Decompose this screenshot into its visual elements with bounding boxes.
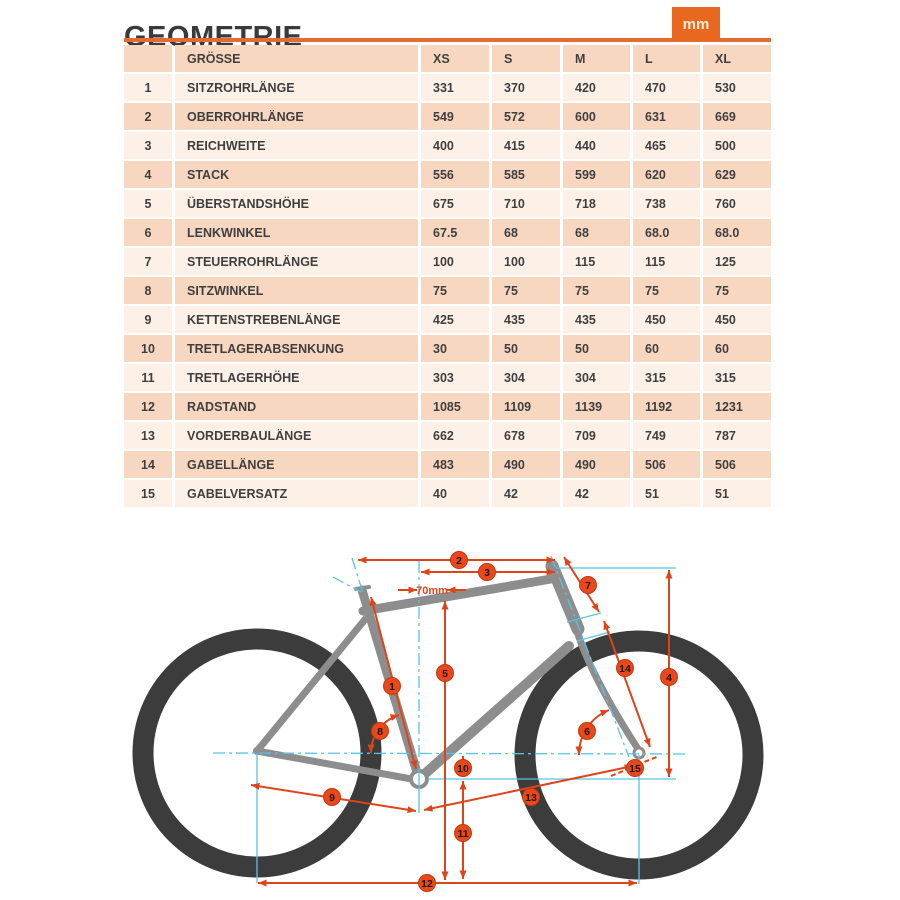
- row-number: 11: [124, 364, 172, 391]
- row-value-xs: 30: [421, 335, 489, 362]
- row-value-m: 718: [563, 190, 630, 217]
- svg-text:10: 10: [457, 763, 469, 775]
- row-value-l: 738: [633, 190, 700, 217]
- marker-7: [580, 577, 597, 594]
- bike-geometry-diagram: [0, 535, 900, 900]
- row-value-m: 75: [563, 277, 630, 304]
- row-value-xs: 40: [421, 480, 489, 507]
- row-value-xs: 675: [421, 190, 489, 217]
- row-value-m: 68: [563, 219, 630, 246]
- row-value-l: 315: [633, 364, 700, 391]
- marker-10: [455, 760, 472, 777]
- row-value-xs: 331: [421, 74, 489, 101]
- marker-4: [661, 669, 678, 686]
- row-value-xs: 549: [421, 103, 489, 130]
- table-row: [124, 103, 771, 130]
- row-value-xs: 400: [421, 132, 489, 159]
- row-value-xl: 125: [703, 248, 771, 275]
- row-number: 15: [124, 480, 172, 507]
- row-value-xl: 68.0: [703, 219, 771, 246]
- table-row: [124, 161, 771, 188]
- row-value-xl: 787: [703, 422, 771, 449]
- row-label: TRETLAGERHÖHE: [175, 364, 418, 391]
- header-col-l: L: [633, 45, 700, 72]
- table-row: [124, 306, 771, 333]
- row-value-xs: 1085: [421, 393, 489, 420]
- row-label: STACK: [175, 161, 418, 188]
- marker-3: [479, 564, 496, 581]
- row-value-xl: 530: [703, 74, 771, 101]
- row-number: 12: [124, 393, 172, 420]
- svg-text:7: 7: [585, 580, 591, 592]
- row-number: 5: [124, 190, 172, 217]
- row-label: KETTENSTREBENLÄNGE: [175, 306, 418, 333]
- row-value-xs: 662: [421, 422, 489, 449]
- row-value-s: 370: [492, 74, 560, 101]
- svg-text:5: 5: [442, 668, 448, 680]
- row-value-l: 51: [633, 480, 700, 507]
- row-value-l: 749: [633, 422, 700, 449]
- header-col-xl: XL: [703, 45, 771, 72]
- row-value-s: 50: [492, 335, 560, 362]
- table-row: [124, 248, 771, 275]
- svg-text:3: 3: [484, 567, 490, 579]
- row-value-xs: 100: [421, 248, 489, 275]
- seventy-mm-label: 70mm: [416, 585, 448, 597]
- row-value-xl: 51: [703, 480, 771, 507]
- svg-text:2: 2: [456, 555, 462, 567]
- row-label: RADSTAND: [175, 393, 418, 420]
- row-label: SITZWINKEL: [175, 277, 418, 304]
- header-col-xs: XS: [421, 45, 489, 72]
- table-row: [124, 190, 771, 217]
- svg-text:1: 1: [389, 681, 395, 693]
- marker-9: [324, 789, 341, 806]
- table-row: [124, 132, 771, 159]
- marker-14: [617, 660, 634, 677]
- row-value-m: 304: [563, 364, 630, 391]
- row-value-s: 68: [492, 219, 560, 246]
- row-value-m: 709: [563, 422, 630, 449]
- row-value-m: 440: [563, 132, 630, 159]
- row-label: TRETLAGERABSENKUNG: [175, 335, 418, 362]
- marker-1: [384, 678, 401, 695]
- svg-text:11: 11: [457, 828, 469, 840]
- header-col-m: M: [563, 45, 630, 72]
- marker-12: [419, 875, 436, 892]
- table-header-row: [124, 45, 771, 72]
- row-value-xl: 506: [703, 451, 771, 478]
- marker-15: [627, 760, 644, 777]
- row-value-m: 600: [563, 103, 630, 130]
- row-number: 14: [124, 451, 172, 478]
- table-body: [124, 74, 771, 507]
- marker-11: [455, 825, 472, 842]
- seat-extension-leader: [333, 577, 361, 592]
- row-value-xs: 483: [421, 451, 489, 478]
- row-label: VORDERBAULÄNGE: [175, 422, 418, 449]
- row-value-l: 1192: [633, 393, 700, 420]
- row-value-xs: 75: [421, 277, 489, 304]
- row-value-s: 435: [492, 306, 560, 333]
- row-value-s: 678: [492, 422, 560, 449]
- row-number: 1: [124, 74, 172, 101]
- header-corner-cell: [124, 45, 172, 72]
- row-label: LENKWINKEL: [175, 219, 418, 246]
- row-value-xl: 629: [703, 161, 771, 188]
- top-tube: [363, 579, 551, 611]
- geometry-table: [124, 45, 771, 507]
- marker-13: [523, 789, 540, 806]
- row-value-m: 115: [563, 248, 630, 275]
- row-number: 6: [124, 219, 172, 246]
- row-label: SITZROHRLÄNGE: [175, 74, 418, 101]
- row-value-s: 42: [492, 480, 560, 507]
- row-value-s: 710: [492, 190, 560, 217]
- row-value-xl: 75: [703, 277, 771, 304]
- row-value-xl: 760: [703, 190, 771, 217]
- row-label: REICHWEITE: [175, 132, 418, 159]
- table-row: [124, 364, 771, 391]
- row-value-xs: 303: [421, 364, 489, 391]
- svg-text:12: 12: [421, 878, 433, 890]
- marker-6: [579, 723, 596, 740]
- row-label: GABELVERSATZ: [175, 480, 418, 507]
- svg-text:13: 13: [525, 792, 537, 804]
- row-value-s: 304: [492, 364, 560, 391]
- svg-text:9: 9: [329, 792, 335, 804]
- row-value-m: 420: [563, 74, 630, 101]
- row-value-l: 450: [633, 306, 700, 333]
- row-value-m: 50: [563, 335, 630, 362]
- row-number: 8: [124, 277, 172, 304]
- table-row: [124, 451, 771, 478]
- table-row: [124, 219, 771, 246]
- row-value-l: 465: [633, 132, 700, 159]
- unit-mm-badge[interactable]: mm: [672, 7, 720, 41]
- row-value-s: 490: [492, 451, 560, 478]
- row-number: 7: [124, 248, 172, 275]
- row-number: 9: [124, 306, 172, 333]
- row-value-m: 435: [563, 306, 630, 333]
- row-value-l: 60: [633, 335, 700, 362]
- table-row: [124, 277, 771, 304]
- row-label: ÜBERSTANDSHÖHE: [175, 190, 418, 217]
- svg-text:6: 6: [584, 726, 590, 738]
- svg-text:8: 8: [377, 726, 383, 738]
- row-number: 4: [124, 161, 172, 188]
- seat-tube-cap: [356, 587, 369, 589]
- row-value-s: 415: [492, 132, 560, 159]
- marker-8: [372, 723, 389, 740]
- row-value-s: 585: [492, 161, 560, 188]
- row-value-xs: 67.5: [421, 219, 489, 246]
- table-row: [124, 335, 771, 362]
- row-value-l: 68.0: [633, 219, 700, 246]
- chain-stay: [257, 751, 417, 780]
- header-size-label: GRÖSSE: [175, 45, 418, 72]
- table-row: [124, 422, 771, 449]
- row-value-xl: 315: [703, 364, 771, 391]
- svg-text:15: 15: [629, 763, 641, 775]
- marker-2: [451, 552, 468, 569]
- row-value-m: 42: [563, 480, 630, 507]
- table-row: [124, 74, 771, 101]
- row-value-l: 115: [633, 248, 700, 275]
- row-value-l: 620: [633, 161, 700, 188]
- row-value-m: 1139: [563, 393, 630, 420]
- row-value-xs: 556: [421, 161, 489, 188]
- row-value-s: 1109: [492, 393, 560, 420]
- row-value-xl: 1231: [703, 393, 771, 420]
- row-value-m: 490: [563, 451, 630, 478]
- header-col-s: S: [492, 45, 560, 72]
- marker-5: [437, 665, 454, 682]
- row-label: OBERROHRLÄNGE: [175, 103, 418, 130]
- row-value-l: 631: [633, 103, 700, 130]
- row-value-s: 572: [492, 103, 560, 130]
- row-number: 13: [124, 422, 172, 449]
- row-number: 3: [124, 132, 172, 159]
- row-value-l: 506: [633, 451, 700, 478]
- svg-text:4: 4: [666, 672, 672, 684]
- row-value-s: 75: [492, 277, 560, 304]
- svg-text:14: 14: [619, 663, 631, 675]
- row-label: GABELLÄNGE: [175, 451, 418, 478]
- row-value-l: 470: [633, 74, 700, 101]
- row-label: STEUERROHRLÄNGE: [175, 248, 418, 275]
- row-number: 10: [124, 335, 172, 362]
- row-value-xl: 669: [703, 103, 771, 130]
- row-value-xs: 425: [421, 306, 489, 333]
- row-number: 2: [124, 103, 172, 130]
- row-value-s: 100: [492, 248, 560, 275]
- row-value-xl: 450: [703, 306, 771, 333]
- row-value-m: 599: [563, 161, 630, 188]
- table-row: [124, 393, 771, 420]
- row-value-xl: 60: [703, 335, 771, 362]
- row-value-l: 75: [633, 277, 700, 304]
- row-value-xl: 500: [703, 132, 771, 159]
- table-row: [124, 480, 771, 507]
